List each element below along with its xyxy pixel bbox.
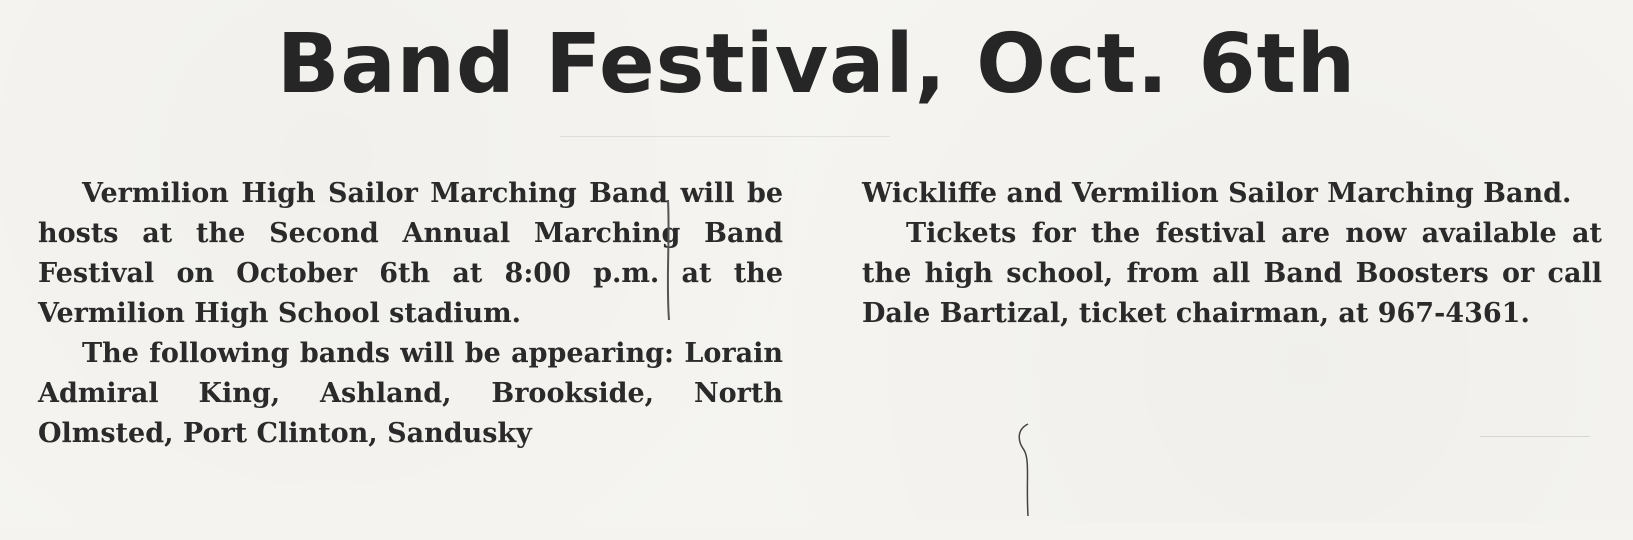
right-paragraph-1: Wickliffe and Vermilion Sailor Marching Band.: [862, 178, 1572, 209]
column-divider: [660, 200, 680, 540]
right-paragraph-2: Tickets for the festival are now available at the high school, from all Band Boosters or call Dale Bartizal, ticket chairman, at 967-4361.: [862, 218, 1602, 329]
ink-mark: [1010, 420, 1040, 520]
print-rule: [560, 136, 890, 137]
right-column: [862, 174, 1602, 334]
headline: Band Festival, Oct. 6th: [276, 17, 1357, 112]
left-paragraph-2: The following bands will be appearing: Lorain Admiral King, Ashland, Brookside, North Olmsted, Port Clinton, Sandusky: [38, 338, 783, 449]
left-paragraph-1: Vermilion High Sailor Marching Band will be hosts at the Second Annual Marching Band Festival on October 6th at 8:00 p.m. at the Vermilion High School stadium.: [38, 178, 783, 329]
print-rule-2: [1480, 436, 1590, 437]
